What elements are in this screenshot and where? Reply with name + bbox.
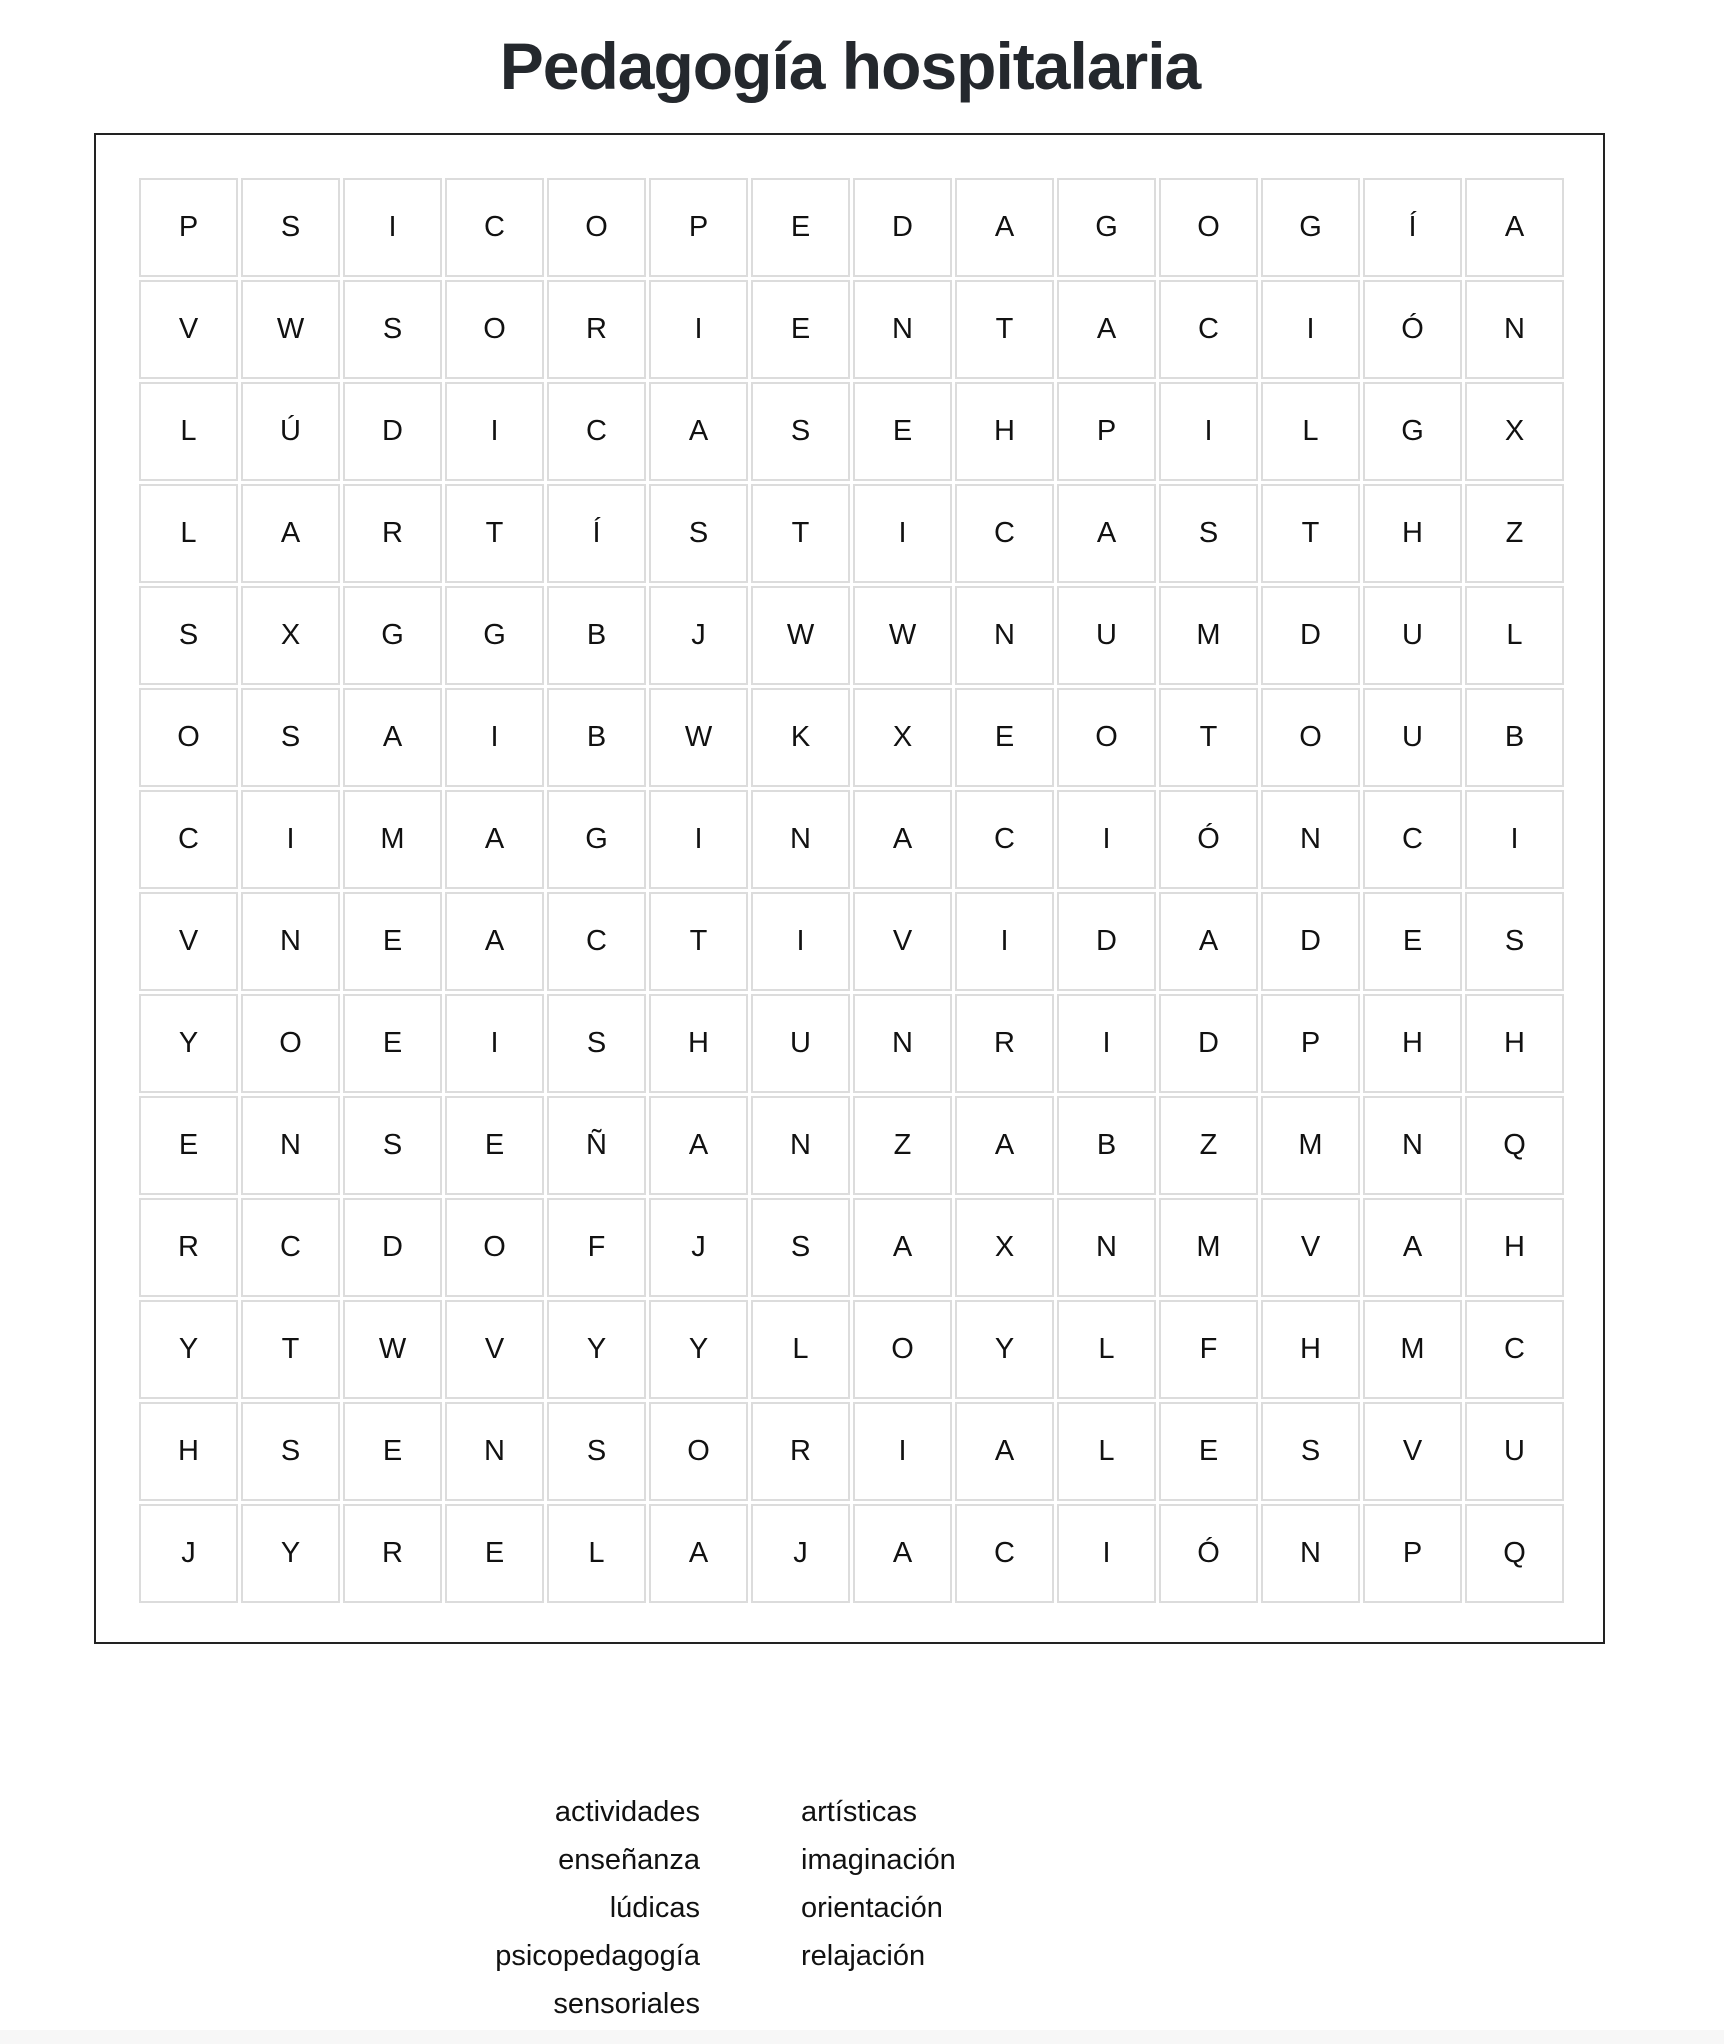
grid-cell[interactable]: V	[853, 892, 952, 991]
grid-cell[interactable]: Q	[1465, 1504, 1564, 1603]
grid-cell[interactable]: F	[1159, 1300, 1258, 1399]
grid-cell[interactable]: Í	[547, 484, 646, 583]
grid-cell[interactable]: O	[547, 178, 646, 277]
grid-cell[interactable]: S	[547, 1402, 646, 1501]
grid-cell[interactable]: J	[649, 1198, 748, 1297]
grid-cell[interactable]: A	[955, 178, 1054, 277]
grid-cell[interactable]: W	[853, 586, 952, 685]
grid-cell[interactable]: N	[751, 1096, 850, 1195]
grid-cell[interactable]: Y	[649, 1300, 748, 1399]
grid-cell[interactable]: I	[1057, 994, 1156, 1093]
grid-cell[interactable]: C	[241, 1198, 340, 1297]
grid-cell[interactable]: Z	[853, 1096, 952, 1195]
grid-cell[interactable]: S	[343, 1096, 442, 1195]
grid-cell[interactable]: I	[241, 790, 340, 889]
word-list-item: lúdicas	[609, 1892, 700, 1924]
grid-cell[interactable]: O	[1159, 178, 1258, 277]
grid-cell[interactable]: Y	[547, 1300, 646, 1399]
grid-cell[interactable]: D	[1159, 994, 1258, 1093]
grid-cell[interactable]: N	[751, 790, 850, 889]
grid-cell[interactable]: C	[955, 484, 1054, 583]
grid-cell[interactable]: S	[649, 484, 748, 583]
grid-cell[interactable]: P	[1057, 382, 1156, 481]
grid-cell[interactable]: V	[139, 892, 238, 991]
grid-cell[interactable]: U	[1465, 1402, 1564, 1501]
grid-cell[interactable]: T	[649, 892, 748, 991]
grid-cell[interactable]: L	[1261, 382, 1360, 481]
grid-cell[interactable]: E	[343, 892, 442, 991]
grid-cell[interactable]: Z	[1159, 1096, 1258, 1195]
grid-cell[interactable]: L	[1465, 586, 1564, 685]
word-list-item: relajación	[801, 1940, 926, 1972]
grid-cell[interactable]: Y	[139, 994, 238, 1093]
grid-cell[interactable]: A	[649, 382, 748, 481]
grid-cell[interactable]: R	[955, 994, 1054, 1093]
grid-cell[interactable]: L	[547, 1504, 646, 1603]
grid-cell[interactable]: M	[343, 790, 442, 889]
grid-cell[interactable]: Q	[1465, 1096, 1564, 1195]
grid-cell[interactable]: S	[241, 688, 340, 787]
grid-cell[interactable]: V	[1363, 1402, 1462, 1501]
grid-cell[interactable]: O	[139, 688, 238, 787]
grid-cell[interactable]: R	[547, 280, 646, 379]
grid-cell[interactable]: E	[343, 1402, 442, 1501]
grid-cell[interactable]: I	[955, 892, 1054, 991]
grid-cell[interactable]: H	[1261, 1300, 1360, 1399]
grid-cell[interactable]: N	[853, 280, 952, 379]
grid-cell[interactable]: G	[1057, 178, 1156, 277]
grid-cell[interactable]: J	[751, 1504, 850, 1603]
grid-cell[interactable]: A	[853, 790, 952, 889]
grid-cell[interactable]: A	[1465, 178, 1564, 277]
grid-cell[interactable]: A	[1057, 280, 1156, 379]
grid-cell[interactable]: Y	[241, 1504, 340, 1603]
grid-cell[interactable]: X	[955, 1198, 1054, 1297]
grid-cell[interactable]: K	[751, 688, 850, 787]
grid-cell[interactable]: H	[649, 994, 748, 1093]
grid-cell[interactable]: S	[139, 586, 238, 685]
grid-cell[interactable]: E	[955, 688, 1054, 787]
grid-cell[interactable]: H	[139, 1402, 238, 1501]
grid-cell[interactable]: L	[139, 382, 238, 481]
grid-cell[interactable]: E	[445, 1504, 544, 1603]
grid-cell[interactable]: A	[853, 1198, 952, 1297]
grid-cell[interactable]: H	[1465, 1198, 1564, 1297]
grid-cell[interactable]: M	[1261, 1096, 1360, 1195]
grid-cell[interactable]: Y	[139, 1300, 238, 1399]
grid-cell[interactable]: C	[547, 382, 646, 481]
grid-cell[interactable]: G	[343, 586, 442, 685]
grid-cell[interactable]: P	[139, 178, 238, 277]
grid-cell[interactable]: O	[241, 994, 340, 1093]
grid-cell[interactable]: A	[1363, 1198, 1462, 1297]
grid-cell[interactable]: S	[1465, 892, 1564, 991]
grid-cell[interactable]: C	[139, 790, 238, 889]
grid-cell[interactable]: G	[445, 586, 544, 685]
grid-cell[interactable]: A	[853, 1504, 952, 1603]
grid-cell[interactable]: I	[1465, 790, 1564, 889]
grid-cell[interactable]: Í	[1363, 178, 1462, 277]
letter-grid	[139, 178, 1564, 1603]
grid-cell[interactable]: H	[1363, 484, 1462, 583]
grid-cell[interactable]: O	[445, 1198, 544, 1297]
grid-cell[interactable]: I	[1057, 1504, 1156, 1603]
grid-cell[interactable]: E	[343, 994, 442, 1093]
grid-cell[interactable]: P	[1261, 994, 1360, 1093]
grid-cell[interactable]: C	[955, 1504, 1054, 1603]
word-list	[0, 1788, 1724, 2028]
grid-cell[interactable]: S	[1261, 1402, 1360, 1501]
grid-cell[interactable]: T	[1261, 484, 1360, 583]
grid-cell[interactable]: I	[343, 178, 442, 277]
word-list-right-column	[801, 1788, 956, 1980]
grid-cell[interactable]: I	[853, 1402, 952, 1501]
grid-cell[interactable]: Ó	[1159, 1504, 1258, 1603]
page-title: Pedagogía hospitalaria	[499, 29, 1201, 103]
grid-cell[interactable]: S	[1159, 484, 1258, 583]
word-list-item: sensoriales	[553, 1988, 700, 2020]
grid-cell[interactable]: D	[343, 1198, 442, 1297]
grid-cell[interactable]: B	[547, 586, 646, 685]
grid-cell[interactable]: O	[649, 1402, 748, 1501]
grid-cell[interactable]: E	[139, 1096, 238, 1195]
grid-cell[interactable]: E	[853, 382, 952, 481]
grid-cell[interactable]: B	[547, 688, 646, 787]
grid-cell[interactable]: B	[1465, 688, 1564, 787]
grid-cell[interactable]: W	[649, 688, 748, 787]
word-list-item: orientación	[801, 1892, 943, 1924]
grid-cell[interactable]: P	[1363, 1504, 1462, 1603]
grid-cell[interactable]: N	[955, 586, 1054, 685]
grid-cell[interactable]: W	[751, 586, 850, 685]
grid-cell[interactable]: C	[445, 178, 544, 277]
grid-cell[interactable]: G	[1261, 178, 1360, 277]
word-list-item: psicopedagogía	[495, 1940, 700, 1972]
grid-cell[interactable]: T	[955, 280, 1054, 379]
grid-cell[interactable]: I	[649, 790, 748, 889]
grid-cell[interactable]: D	[343, 382, 442, 481]
grid-cell[interactable]: Y	[955, 1300, 1054, 1399]
grid-cell[interactable]: S	[751, 382, 850, 481]
grid-cell[interactable]: X	[853, 688, 952, 787]
grid-cell[interactable]: S	[241, 178, 340, 277]
grid-cell[interactable]: I	[1159, 382, 1258, 481]
grid-cell[interactable]: L	[751, 1300, 850, 1399]
grid-cell[interactable]: A	[445, 790, 544, 889]
word-list-item: imaginación	[801, 1844, 956, 1876]
grid-cell[interactable]: D	[1057, 892, 1156, 991]
grid-cell[interactable]: U	[751, 994, 850, 1093]
grid-cell[interactable]: E	[751, 280, 850, 379]
grid-cell[interactable]: N	[1465, 280, 1564, 379]
grid-cell[interactable]: A	[649, 1504, 748, 1603]
grid-cell[interactable]: R	[343, 484, 442, 583]
grid-cell[interactable]: A	[955, 1402, 1054, 1501]
grid-cell[interactable]: I	[1057, 790, 1156, 889]
page-bottom-strip	[0, 2030, 1724, 2044]
grid-cell[interactable]: N	[241, 1096, 340, 1195]
grid-cell[interactable]: C	[955, 790, 1054, 889]
grid-cell[interactable]: Ñ	[547, 1096, 646, 1195]
grid-cell[interactable]: R	[343, 1504, 442, 1603]
grid-cell[interactable]: G	[547, 790, 646, 889]
word-list-item: actividades	[554, 1796, 700, 1828]
grid-cell[interactable]: A	[241, 484, 340, 583]
grid-cell[interactable]: N	[1261, 790, 1360, 889]
word-list-item: enseñanza	[558, 1844, 700, 1876]
grid-cell[interactable]: E	[1159, 1402, 1258, 1501]
grid-cell[interactable]: I	[445, 382, 544, 481]
grid-cell[interactable]: M	[1159, 1198, 1258, 1297]
grid-cell[interactable]: V	[1261, 1198, 1360, 1297]
grid-cell[interactable]: G	[1363, 382, 1462, 481]
grid-cell[interactable]: D	[1261, 892, 1360, 991]
grid-cell[interactable]: Ó	[1159, 790, 1258, 889]
grid-cell[interactable]: E	[751, 178, 850, 277]
grid-cell[interactable]: N	[1261, 1504, 1360, 1603]
word-list-item: artísticas	[801, 1796, 918, 1828]
grid-cell[interactable]: T	[751, 484, 850, 583]
grid-cell[interactable]: T	[445, 484, 544, 583]
grid-cell[interactable]: N	[445, 1402, 544, 1501]
grid-cell[interactable]: X	[241, 586, 340, 685]
puzzle-frame	[94, 133, 1605, 1644]
grid-cell[interactable]: P	[649, 178, 748, 277]
grid-cell[interactable]: H	[1363, 994, 1462, 1093]
grid-cell[interactable]: Ó	[1363, 280, 1462, 379]
grid-cell[interactable]: W	[241, 280, 340, 379]
grid-cell[interactable]: V	[445, 1300, 544, 1399]
grid-cell[interactable]: N	[241, 892, 340, 991]
grid-cell[interactable]: T	[241, 1300, 340, 1399]
grid-cell[interactable]: I	[445, 994, 544, 1093]
grid-cell[interactable]: Z	[1465, 484, 1564, 583]
grid-cell[interactable]: S	[547, 994, 646, 1093]
grid-cell[interactable]: W	[343, 1300, 442, 1399]
grid-cell[interactable]: E	[445, 1096, 544, 1195]
grid-cell[interactable]: A	[1159, 892, 1258, 991]
grid-cell[interactable]: N	[1363, 1096, 1462, 1195]
grid-cell[interactable]: S	[751, 1198, 850, 1297]
grid-cell[interactable]: A	[343, 688, 442, 787]
grid-cell[interactable]: A	[955, 1096, 1054, 1195]
grid-cell[interactable]: O	[1261, 688, 1360, 787]
grid-cell[interactable]: H	[955, 382, 1054, 481]
grid-cell[interactable]: H	[1465, 994, 1564, 1093]
grid-cell[interactable]: F	[547, 1198, 646, 1297]
grid-cell[interactable]: S	[343, 280, 442, 379]
grid-cell[interactable]: C	[1159, 280, 1258, 379]
grid-cell[interactable]: V	[139, 280, 238, 379]
grid-cell[interactable]: N	[853, 994, 952, 1093]
grid-cell[interactable]: C	[547, 892, 646, 991]
grid-cell[interactable]: D	[853, 178, 952, 277]
grid-cell[interactable]: J	[139, 1504, 238, 1603]
grid-cell[interactable]: U	[1057, 586, 1156, 685]
grid-cell[interactable]: L	[139, 484, 238, 583]
grid-cell[interactable]: J	[649, 586, 748, 685]
grid-cell[interactable]: L	[1057, 1300, 1156, 1399]
grid-cell[interactable]: X	[1465, 382, 1564, 481]
word-list-left-column	[495, 1788, 700, 2028]
grid-cell[interactable]: M	[1159, 586, 1258, 685]
grid-cell[interactable]: E	[1363, 892, 1462, 991]
grid-cell[interactable]: U	[1363, 586, 1462, 685]
grid-cell[interactable]: N	[1057, 1198, 1156, 1297]
grid-cell[interactable]: O	[853, 1300, 952, 1399]
grid-cell[interactable]: D	[1261, 586, 1360, 685]
grid-cell[interactable]: O	[1057, 688, 1156, 787]
grid-cell[interactable]: Ú	[241, 382, 340, 481]
grid-cell[interactable]: T	[1159, 688, 1258, 787]
grid-cell[interactable]: I	[649, 280, 748, 379]
grid-cell[interactable]: I	[1261, 280, 1360, 379]
grid-cell[interactable]: B	[1057, 1096, 1156, 1195]
grid-cell[interactable]: M	[1363, 1300, 1462, 1399]
grid-cell[interactable]: S	[241, 1402, 340, 1501]
grid-cell[interactable]: R	[751, 1402, 850, 1501]
grid-cell[interactable]: I	[751, 892, 850, 991]
grid-cell[interactable]: I	[853, 484, 952, 583]
grid-cell[interactable]: U	[1363, 688, 1462, 787]
grid-cell[interactable]: A	[445, 892, 544, 991]
grid-cell[interactable]: I	[445, 688, 544, 787]
grid-cell[interactable]: L	[1057, 1402, 1156, 1501]
grid-cell[interactable]: O	[445, 280, 544, 379]
grid-cell[interactable]: C	[1465, 1300, 1564, 1399]
grid-cell[interactable]: A	[1057, 484, 1156, 583]
grid-cell[interactable]: C	[1363, 790, 1462, 889]
grid-cell[interactable]: A	[649, 1096, 748, 1195]
grid-cell[interactable]: R	[139, 1198, 238, 1297]
